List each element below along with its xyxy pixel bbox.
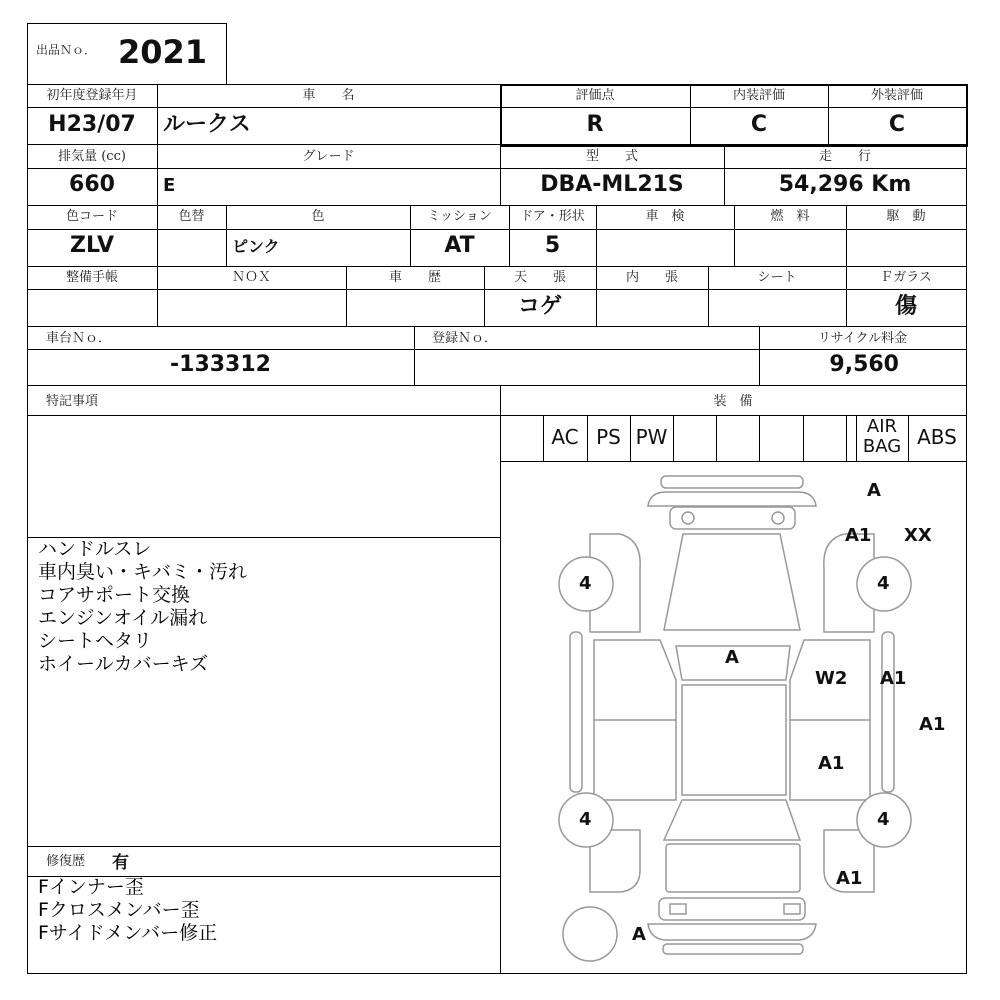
nox-label: ＮＯＸ xyxy=(231,270,271,285)
damage-mark: A1 xyxy=(845,525,872,546)
mission-label: ミッション xyxy=(427,209,492,224)
exterior-value: C xyxy=(888,112,906,137)
seat-label: シート xyxy=(757,270,797,285)
equip-airbag: AIR BAG xyxy=(862,416,902,457)
chassis-value: -133312 xyxy=(170,352,271,377)
damage-mark: A1 xyxy=(880,668,907,689)
lot-label: 出品Ｎｏ． xyxy=(36,43,97,57)
damage-mark: A1 xyxy=(836,868,863,889)
repair-line: Fクロスメンバー歪 xyxy=(38,899,200,921)
recycle-label: リサイクル料金 xyxy=(817,331,908,346)
first-reg-label: 初年度登録年月 xyxy=(46,88,138,103)
equip-abs: ABS xyxy=(917,425,957,449)
fglass-value: 傷 xyxy=(894,294,917,319)
note-line: 車内臭い・キバミ・汚れ xyxy=(38,561,248,583)
lot-number: 2021 xyxy=(118,33,208,71)
repair-line: Fサイドメンバー修正 xyxy=(38,922,218,944)
damage-mark: A1 xyxy=(919,714,946,735)
interior-label: 内装評価 xyxy=(732,88,785,103)
door-label: ドア・形状 xyxy=(520,209,585,224)
fuel-label: 燃 料 xyxy=(770,209,810,224)
damage-mark: A1 xyxy=(818,753,845,774)
car-name-label: 車 名 xyxy=(302,88,355,103)
tire-front-left: 4 xyxy=(579,573,592,594)
chassis-label: 車台Ｎｏ． xyxy=(46,331,112,346)
score-label: 評価点 xyxy=(575,88,615,103)
exterior-label: 外装評価 xyxy=(870,88,923,103)
mileage-label: 走 行 xyxy=(818,149,871,164)
tire-rear-left: 4 xyxy=(579,809,592,830)
manual-label: 整備手帳 xyxy=(65,270,118,285)
mileage-value: 54,296 Km xyxy=(778,172,912,197)
note-line: エンジンオイル漏れ xyxy=(38,607,208,629)
tire-front-right: 4 xyxy=(877,573,890,594)
color-label: 色 xyxy=(311,209,325,224)
damage-mark: W2 xyxy=(815,668,848,689)
color-code-label: 色コード xyxy=(65,209,118,224)
equipment-label: 装 備 xyxy=(713,394,753,409)
door-value: 5 xyxy=(544,233,561,258)
color-code-value: ZLV xyxy=(70,233,114,258)
fglass-label: Ｆガラス xyxy=(880,270,932,285)
equip-ps: PS xyxy=(596,425,621,449)
model-value: DBA-ML21S xyxy=(540,172,684,197)
damage-mark: XX xyxy=(904,525,932,546)
notes-label: 特記事項 xyxy=(46,394,99,409)
first-reg-value: H23/07 xyxy=(48,112,136,137)
recycle-value: 9,560 xyxy=(829,352,899,377)
grade-label: グレード xyxy=(302,149,355,164)
drive-label: 駆 動 xyxy=(886,209,926,224)
color-value: ピンク xyxy=(232,237,280,256)
mission-value: AT xyxy=(444,233,475,258)
score-value: R xyxy=(586,112,604,137)
car-name-value: ルークス xyxy=(163,112,251,137)
equip-pw: PW xyxy=(635,425,668,449)
inspection-label: 車 検 xyxy=(645,209,685,224)
damage-mark: A xyxy=(632,924,646,945)
repair-value: 有 xyxy=(112,853,129,873)
color-change-label: 色替 xyxy=(178,209,205,224)
ceiling-value: コゲ xyxy=(517,294,562,319)
repair-line: Fインナー歪 xyxy=(38,876,144,898)
note-line: シートヘタリ xyxy=(38,630,153,652)
model-label: 型 式 xyxy=(585,149,638,164)
displacement-label: 排気量 (cc) xyxy=(58,149,126,164)
note-line: ホイールカバーキズ xyxy=(38,653,209,675)
ceiling-label: 天 張 xyxy=(513,270,566,285)
note-line: ハンドルスレ xyxy=(38,538,152,560)
repair-label: 修復歴 xyxy=(46,854,86,869)
interior-trim-label: 内 張 xyxy=(625,270,678,285)
tire-rear-right: 4 xyxy=(877,809,890,830)
damage-mark: A xyxy=(867,480,881,501)
displacement-value: 660 xyxy=(69,172,115,197)
damage-mark: A xyxy=(725,647,739,668)
interior-value: C xyxy=(750,112,768,137)
car-diagram xyxy=(500,462,966,973)
history-label: 車 歴 xyxy=(388,270,441,285)
note-line: コアサポート交換 xyxy=(38,584,191,606)
grade-value: E xyxy=(163,175,176,196)
regno-label: 登録Ｎｏ． xyxy=(432,331,498,346)
equip-ac: AC xyxy=(551,425,579,449)
